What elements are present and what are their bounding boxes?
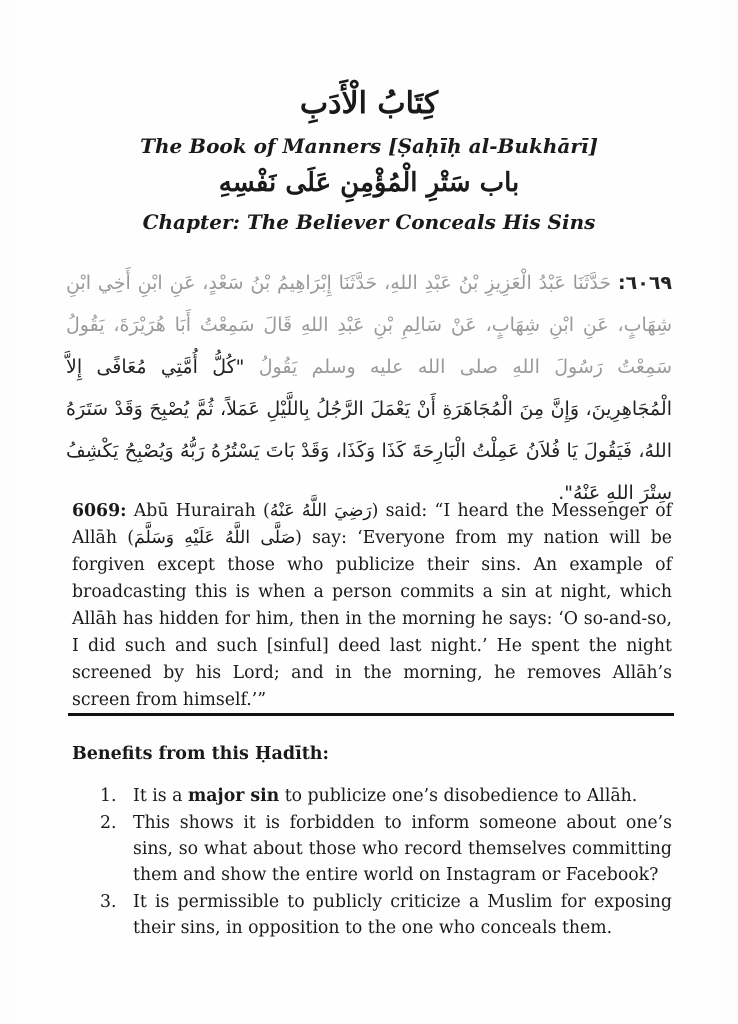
english-chapter-title: Chapter: The Believer Conceals His Sins <box>142 210 596 234</box>
arabic-hadith-number: ٦٠٦٩: <box>618 272 673 294</box>
benefit-item <box>100 889 672 941</box>
benefit-number: 3. <box>100 892 117 912</box>
benefit-text: This shows it is forbidden to inform someone about one’s sins, so what about those who record themselves committing them and show the entire world on Instagram or Facebook? <box>133 813 672 885</box>
english-translation <box>72 498 672 714</box>
benefits-list <box>100 783 672 942</box>
benefit-text: It is a <box>133 786 188 806</box>
hadith-number: 6069: <box>72 501 127 521</box>
arabic-book-title: كِتَابُ الْأَدَبِ <box>299 86 439 121</box>
section-divider <box>68 713 674 716</box>
arabic-chapter-title: باب سَتْرِ الْمُؤْمِنِ عَلَى نَفْسِهِ <box>218 168 520 198</box>
benefit-item <box>100 810 672 888</box>
benefit-text: It is permissible to publicly criticize a Muslim for exposing their sins, in opposition to the one who conceals them. <box>133 892 672 938</box>
english-book-title: The Book of Manners [Ṣaḥīḥ al-Bukhārī] <box>140 134 598 158</box>
arabic-hadith-matn: "كُلُّ أُمَّتِي مُعَافًى إِلاَّ الْمُجَاهِرِينَ، وَإِنَّ مِنَ الْمُجَاهَرَةِ أَنْ يَعْمَلَ الرَّجُلُ بِاللَّيْلِ عَمَلاً، ثُمَّ يُصْبِحَ وَقَدْ سَتَرَهُ اللهُ، فَيَقُولَ يَا فُلاَنُ عَمِلْتُ الْبَارِحَةَ كَذَا وَكَذَا، وَقَدْ بَاتَ يَسْتُرُهُ رَبُّهُ وَيُصْبِحُ يَكْشِفُ سِتْرَ اللهِ عَنْهُ". <box>66 356 672 504</box>
benefits-heading: Benefits from this Ḥadīth: <box>72 744 329 764</box>
arabic-hadith-text <box>66 262 672 514</box>
translation-text: Abū Hurairah (رَضِيَ اللَّهُ عَنْهُ) said: “I heard the Messenger of Allāh (صَلَّى اللَّهُ عَلَيْهِ وَسَلَّمَ) say: ‘Everyone from my nation will be forgiven except those who publicize their sins. An example of broadcasting this is when a person commits a sin at night, which Allāh has hidden for him, then in the morning he says: ‘O so-and-so, I did such and such [sinful] deed last night.’ He spent the night screened by his Lord; and in the morning, he removes Allāh’s screen from himself.’” <box>72 501 672 710</box>
benefit-emphasis: major sin <box>187 786 280 806</box>
benefit-item <box>100 783 672 809</box>
benefit-number: 1. <box>100 786 117 806</box>
benefit-text-end: to publicize one’s disobedience to Allāh. <box>279 786 638 806</box>
benefit-number: 2. <box>100 813 117 833</box>
arabic-chain-of-narration: حَدَّثَنَا عَبْدُ الْعَزِيزِ بْنُ عَبْدِ اللهِ، حَدَّثَنَا إِبْرَاهِيمُ بْنُ سَعْدٍ، عَنِ ابْنِ أَخِي ابْنِ شِهَابٍ، عَنِ ابْنِ شِهَابٍ، عَنْ سَالِمِ بْنِ عَبْدِ اللهِ قَالَ سَمِعْتُ أَبَا هُرَيْرَةَ، يَقُولُ سَمِعْتُ رَسُولَ اللهِ صلى الله عليه وسلم يَقُولُ <box>66 272 672 378</box>
